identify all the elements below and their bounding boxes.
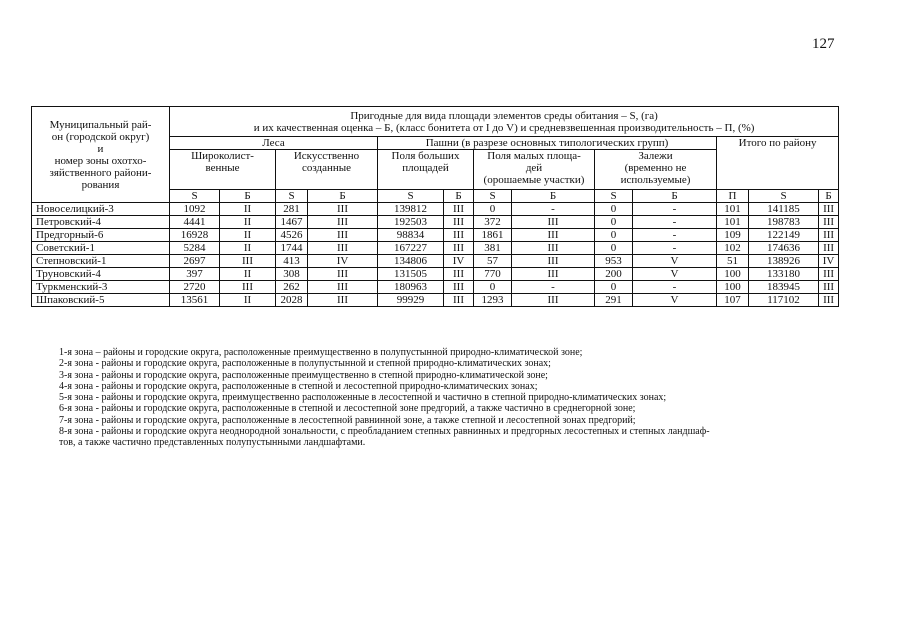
small-fields-header: Поля малых площа- дей (орошаемые участки)	[474, 150, 595, 190]
zone-note: 2-я зона - районы и городские округа, расположенные в полупустынной и степной природно-климатических зонах;	[59, 358, 551, 370]
zone-note: 1-я зона – районы и городские округа, расположенные преимущественно в полупустынной природно-климатической зоне;	[59, 347, 583, 358]
table-cell: III	[819, 203, 839, 216]
large-fields-header: Поля больших площадей	[378, 150, 474, 190]
table-cell: II	[220, 229, 276, 242]
table-cell: 200	[595, 268, 633, 281]
zone-notes	[59, 347, 849, 449]
fields-header: Пашни (в разрезе основных типологических групп)	[378, 137, 717, 150]
table-cell: 5284	[170, 242, 220, 255]
table-cell: -	[633, 216, 717, 229]
col-letter: S	[378, 190, 444, 203]
table-cell: V	[633, 268, 717, 281]
table-cell: 192503	[378, 216, 444, 229]
zone-note: 3-я зона - районы и городские округа, расположенные преимущественно в степной природно-климатической зоне;	[59, 369, 548, 381]
artificial-header: Искусственно созданные	[276, 150, 378, 190]
zone-note: 6-я зона - районы и городские округа, расположенные в степной и лесостепной зоне предгорий, а также частично в среднегорной зоне;	[59, 403, 636, 415]
table-cell: 0	[595, 242, 633, 255]
table-row	[32, 229, 839, 242]
district-header: Муниципальный рай- он (городской округ) и номер зоны охотхо- зяйственного райони- рования	[32, 107, 170, 203]
district-cell: Труновский-4	[32, 268, 170, 281]
table-cell: III	[819, 216, 839, 229]
table-cell: III	[220, 281, 276, 294]
table-cell: III	[512, 216, 595, 229]
table-cell: III	[308, 281, 378, 294]
table-cell: 109	[717, 229, 749, 242]
table-row	[32, 268, 839, 281]
forests-header: Леса	[170, 137, 378, 150]
table-cell: -	[512, 281, 595, 294]
col-letter: S	[595, 190, 633, 203]
table-cell: III	[512, 294, 595, 307]
table-cell: III	[308, 294, 378, 307]
table-cell: 413	[276, 255, 308, 268]
table-cell: 101	[717, 216, 749, 229]
table-cell: 102	[717, 242, 749, 255]
table-cell: III	[819, 294, 839, 307]
table-cell: III	[220, 255, 276, 268]
table-cell: 131505	[378, 268, 444, 281]
table-cell: 100	[717, 268, 749, 281]
table-cell: 372	[474, 216, 512, 229]
table-cell: 180963	[378, 281, 444, 294]
table-row	[32, 294, 839, 307]
table-cell: 139812	[378, 203, 444, 216]
zone-note: 5-я зона - районы и городские округа, преимущественно расположенные в лесостепной и частично в степной природно-климатических зонах;	[59, 392, 667, 404]
table-cell: 107	[717, 294, 749, 307]
table-cell: 0	[595, 229, 633, 242]
col-letter: S	[170, 190, 220, 203]
table-cell: IV	[444, 255, 474, 268]
col-letter: Б	[819, 190, 839, 203]
table-cell: 167227	[378, 242, 444, 255]
table-cell: IV	[819, 255, 839, 268]
district-cell: Новоселицкий-3	[32, 203, 170, 216]
district-cell: Шпаковский-5	[32, 294, 170, 307]
col-letter: Б	[512, 190, 595, 203]
table-cell: 308	[276, 268, 308, 281]
table-cell: 16928	[170, 229, 220, 242]
table-cell: 0	[595, 281, 633, 294]
table-cell: II	[220, 216, 276, 229]
table-cell: II	[220, 242, 276, 255]
table-row	[32, 281, 839, 294]
table-cell: 953	[595, 255, 633, 268]
table-cell: 2028	[276, 294, 308, 307]
table-cell: 770	[474, 268, 512, 281]
table-row	[32, 242, 839, 255]
table-cell: III	[444, 203, 474, 216]
table-cell: 291	[595, 294, 633, 307]
zone-note: 8-я зона - районы и городские округа неоднородной зональности, с преобладанием степных равнинных и предгорных лесостепных и степных ландшаф- тов, а также частично представленных полупустынными ландшафтами.	[59, 426, 710, 449]
table-cell: 98834	[378, 229, 444, 242]
col-letter: S	[276, 190, 308, 203]
main-title-line2: и их качественная оценка – Б, (класс бонитета от I до V) и средневзвешенная производительность – П, (%)	[253, 121, 755, 134]
table-cell: 1861	[474, 229, 512, 242]
col-letter: Б	[308, 190, 378, 203]
table-cell: III	[444, 268, 474, 281]
table-cell: III	[819, 229, 839, 242]
table-cell: II	[220, 203, 276, 216]
table-cell: II	[220, 268, 276, 281]
table-cell: III	[444, 242, 474, 255]
table-cell: 183945	[749, 281, 819, 294]
table-cell: 1744	[276, 242, 308, 255]
broadleaf-header: Широколист- венные	[170, 150, 276, 190]
main-title-line1: Пригодные для вида площади элементов среды обитания – S, (га)	[350, 109, 658, 122]
table-cell: II	[220, 294, 276, 307]
table-cell: 4441	[170, 216, 220, 229]
table-cell: 2697	[170, 255, 220, 268]
col-letter: П	[717, 190, 749, 203]
zone-note: 7-я зона - районы и городские округа, расположенные в лесостепной равнинной зоне, а также степной и лесостепной зонах предгорий;	[59, 414, 636, 426]
table-cell: III	[444, 216, 474, 229]
table-cell: III	[512, 255, 595, 268]
district-cell: Петровский-4	[32, 216, 170, 229]
table-cell: 100	[717, 281, 749, 294]
table-cell: 1092	[170, 203, 220, 216]
table-cell: 0	[595, 203, 633, 216]
table-cell: III	[819, 268, 839, 281]
table-cell: III	[512, 268, 595, 281]
table-cell: III	[444, 294, 474, 307]
table-row	[32, 203, 839, 216]
col-letter: Б	[444, 190, 474, 203]
table-cell: 13561	[170, 294, 220, 307]
table-cell: 1293	[474, 294, 512, 307]
col-letter: S	[474, 190, 512, 203]
table-row	[32, 255, 839, 268]
table-cell: 134806	[378, 255, 444, 268]
table-cell: 117102	[749, 294, 819, 307]
table-cell: 0	[474, 281, 512, 294]
table-cell: 1467	[276, 216, 308, 229]
main-title-header	[170, 107, 839, 137]
table-cell: 281	[276, 203, 308, 216]
table-cell: III	[444, 229, 474, 242]
table-cell: III	[512, 229, 595, 242]
table-cell: 122149	[749, 229, 819, 242]
table-cell: 141185	[749, 203, 819, 216]
table-cell: -	[633, 203, 717, 216]
table-cell: III	[512, 242, 595, 255]
table-cell: 57	[474, 255, 512, 268]
table-cell: 397	[170, 268, 220, 281]
table-cell: III	[308, 268, 378, 281]
table-cell: 51	[717, 255, 749, 268]
table-cell: 381	[474, 242, 512, 255]
table-cell: V	[633, 255, 717, 268]
total-header: Итого по району	[717, 137, 839, 190]
page-number: 127	[812, 36, 835, 52]
table-cell: IV	[308, 255, 378, 268]
table-cell: 138926	[749, 255, 819, 268]
table-cell: V	[633, 294, 717, 307]
table-cell: III	[444, 281, 474, 294]
table-cell: 99929	[378, 294, 444, 307]
table-cell: 4526	[276, 229, 308, 242]
fallow-header: Залежи (временно не используемые)	[595, 150, 717, 190]
table-cell: 198783	[749, 216, 819, 229]
district-cell: Советский-1	[32, 242, 170, 255]
table-cell: -	[633, 229, 717, 242]
habitat-table	[31, 106, 839, 307]
table-cell: -	[633, 242, 717, 255]
table-cell: 0	[595, 216, 633, 229]
zone-note: 4-я зона - районы и городские округа, расположенные в степной и лесостепной природно-климатических зонах;	[59, 380, 538, 392]
table-cell: 262	[276, 281, 308, 294]
table-cell: III	[819, 242, 839, 255]
district-cell: Туркменский-3	[32, 281, 170, 294]
table-cell: 133180	[749, 268, 819, 281]
table-cell: III	[308, 203, 378, 216]
col-letter: Б	[220, 190, 276, 203]
district-cell: Предгорный-6	[32, 229, 170, 242]
table-cell: 0	[474, 203, 512, 216]
table-cell: -	[512, 203, 595, 216]
table-cell: -	[633, 281, 717, 294]
table-cell: III	[819, 281, 839, 294]
table-row	[32, 216, 839, 229]
col-letter: Б	[633, 190, 717, 203]
table-cell: 101	[717, 203, 749, 216]
col-letter: S	[749, 190, 819, 203]
table-cell: 174636	[749, 242, 819, 255]
table-cell: III	[308, 242, 378, 255]
table-cell: 2720	[170, 281, 220, 294]
table-cell: III	[308, 229, 378, 242]
district-cell: Степновский-1	[32, 255, 170, 268]
table-cell: III	[308, 216, 378, 229]
